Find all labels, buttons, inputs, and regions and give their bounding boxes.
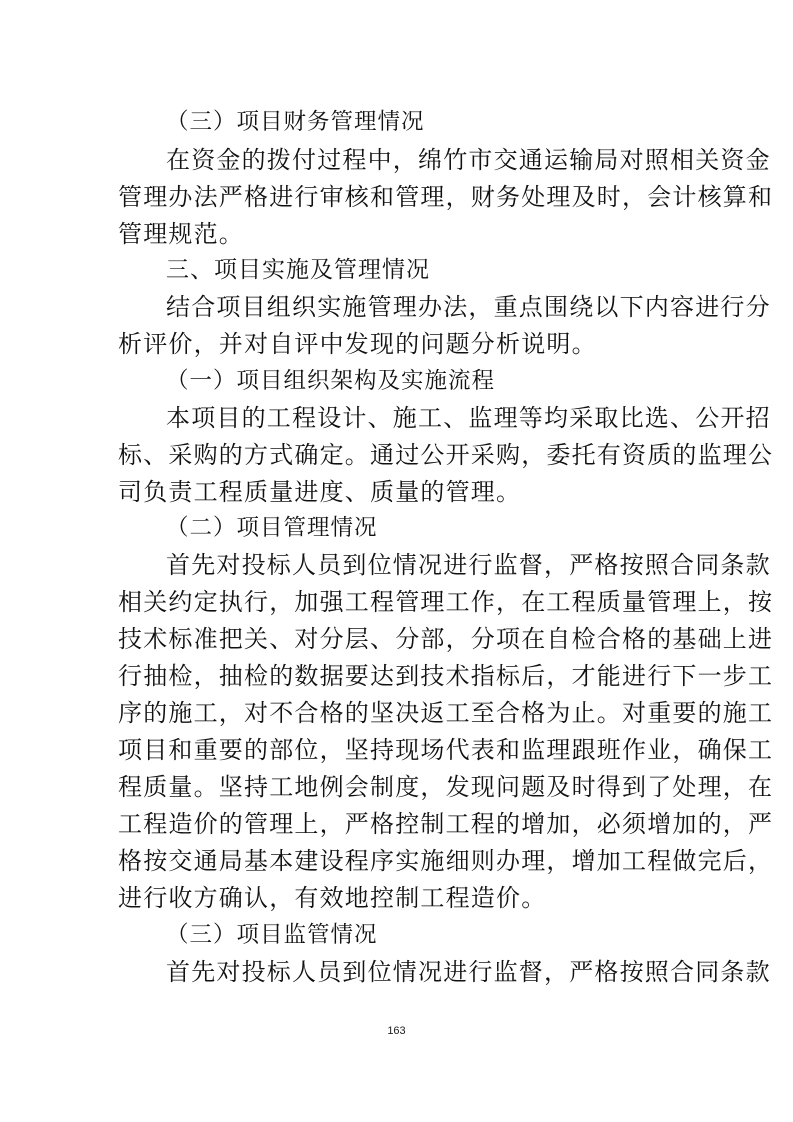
paragraph-line: 管理办法严格进行审核和管理，财务处理及时，会计核算和 <box>118 183 774 211</box>
subheading-organization-structure: （一）项目组织架构及实施流程 <box>166 368 496 394</box>
paragraph-line: 程质量。坚持工地例会制度，发现问题及时得到了处理，在 <box>118 773 774 801</box>
paragraph-line: 在资金的拨付过程中，绵竹市交通运输局对照相关资金 <box>166 146 771 174</box>
paragraph-line: 结合项目组织实施管理办法，重点围绕以下内容进行分 <box>166 293 771 321</box>
paragraph-line: 行抽检，抽检的数据要达到技术指标后，才能进行下一步工 <box>118 662 774 690</box>
paragraph-line: 相关约定执行，加强工程管理工作，在工程质量管理上，按 <box>118 588 774 616</box>
paragraph-line: 析评价，并对自评中发现的问题分析说明。 <box>118 330 597 358</box>
page-number: 163 <box>387 1025 406 1037</box>
paragraph-line: 标、采购的方式确定。通过公开采购，委托有资质的监理公 <box>118 441 774 469</box>
paragraph-line: 项目和重要的部位，坚持现场代表和监理跟班作业，确保工 <box>118 736 774 764</box>
paragraph-line: 格按交通局基本建设程序实施细则办理，增加工程做完后， <box>118 847 774 875</box>
paragraph-line: 管理规范。 <box>118 220 244 248</box>
paragraph-line: 司负责工程质量进度、质量的管理。 <box>118 478 522 506</box>
subheading-finance-management: （三）项目财务管理情况 <box>166 109 425 135</box>
paragraph-line: 序的施工，对不合格的坚决返工至合格为止。对重要的施工 <box>118 699 774 727</box>
paragraph-line: 技术标准把关、对分层、分部，分项在自检合格的基础上进 <box>118 625 774 653</box>
paragraph-line: 首先对投标人员到位情况进行监督，严格按照合同条款 <box>166 551 771 579</box>
paragraph-line: 首先对投标人员到位情况进行监督，严格按照合同条款 <box>166 958 771 986</box>
paragraph-line: 进行收方确认，有效地控制工程造价。 <box>118 884 547 912</box>
subheading-project-supervision: （三）项目监管情况 <box>166 922 378 948</box>
section-heading-implementation: 三、项目实施及管理情况 <box>166 257 430 283</box>
paragraph-line: 工程造价的管理上，严格控制工程的增加，必须增加的，严 <box>118 810 774 838</box>
paragraph-line: 本项目的工程设计、施工、监理等均采取比选、公开招 <box>166 404 771 432</box>
subheading-project-management: （二）项目管理情况 <box>166 515 378 541</box>
